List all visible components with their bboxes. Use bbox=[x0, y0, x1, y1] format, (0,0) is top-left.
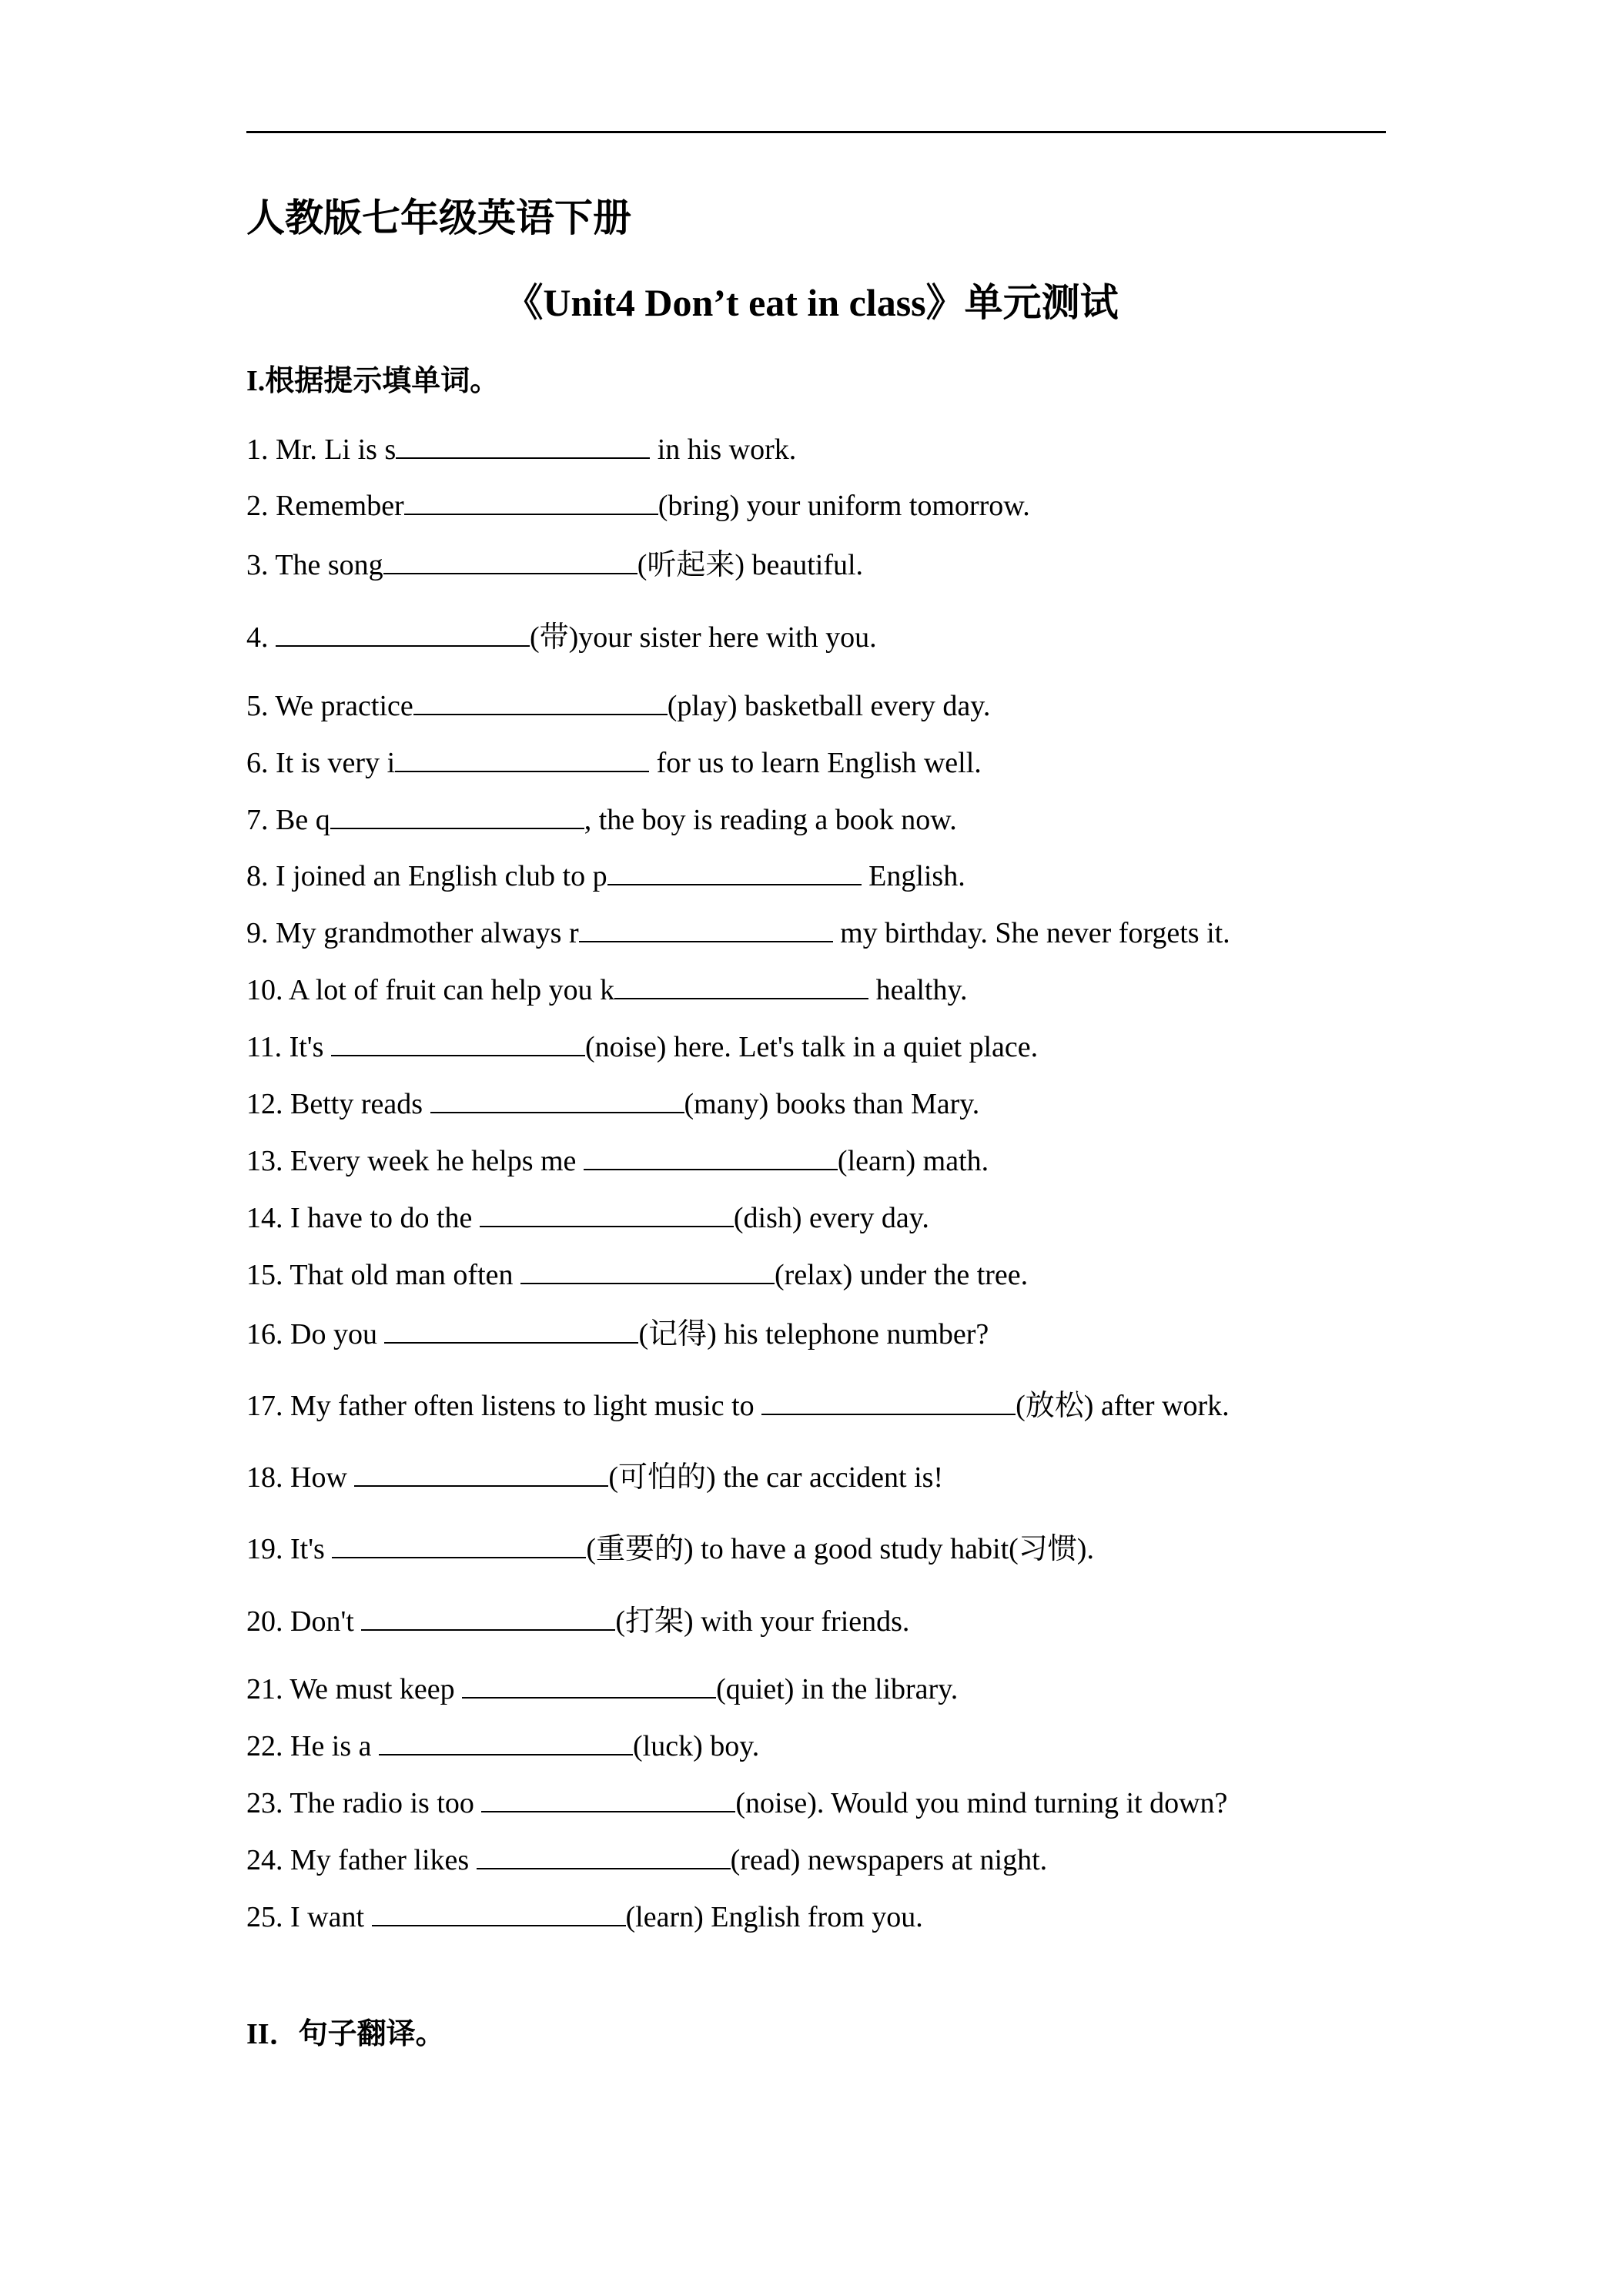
question-text-before: 1. Mr. Li is s bbox=[246, 433, 397, 466]
question-text-after: (quiet) in the library. bbox=[716, 1673, 959, 1705]
question-text-before: 23. The radio is too bbox=[246, 1787, 482, 1819]
question-25 bbox=[246, 1902, 923, 1932]
question-text-before: 2. Remember bbox=[246, 490, 404, 522]
question-text-before: 16. Do you bbox=[246, 1318, 385, 1350]
answer-blank[interactable] bbox=[462, 1674, 716, 1699]
answer-blank[interactable] bbox=[396, 434, 650, 459]
question-text-before: 10. A lot of fruit can help you k bbox=[246, 974, 615, 1006]
question-1 bbox=[246, 434, 796, 464]
question-text-before: 24. My father likes bbox=[246, 1844, 477, 1876]
question-text-before: 17. My father often listens to light music to bbox=[246, 1390, 762, 1422]
answer-blank[interactable] bbox=[481, 1788, 735, 1812]
question-text-before: 12. Betty reads bbox=[246, 1088, 430, 1120]
question-11 bbox=[246, 1032, 1038, 1062]
question-8 bbox=[246, 861, 965, 891]
question-text-before: 5. We practice bbox=[246, 690, 413, 722]
section-2-heading: II．句子翻译。 bbox=[246, 2018, 445, 2050]
question-text-after: (luck) boy. bbox=[633, 1730, 760, 1762]
question-text-before: 14. I have to do the bbox=[246, 1202, 480, 1234]
question-text-before: 13. Every week he helps me bbox=[246, 1145, 584, 1177]
question-text-after: my birthday. She never forgets it. bbox=[832, 917, 1230, 949]
question-text-after: English. bbox=[861, 860, 965, 892]
question-5 bbox=[246, 691, 990, 721]
question-16 bbox=[246, 1319, 989, 1349]
question-22 bbox=[246, 1731, 759, 1761]
question-9 bbox=[246, 918, 1230, 948]
question-text-after: (many) books than Mary. bbox=[684, 1088, 980, 1120]
question-10 bbox=[246, 975, 968, 1005]
answer-blank[interactable] bbox=[332, 1534, 586, 1558]
answer-blank[interactable] bbox=[579, 918, 833, 942]
question-text-before: 8. I joined an English club to p bbox=[246, 860, 607, 892]
header-rule bbox=[246, 131, 1386, 133]
question-4 bbox=[246, 622, 877, 652]
question-23 bbox=[246, 1788, 1227, 1818]
answer-blank[interactable] bbox=[413, 691, 668, 715]
question-text-after: (打架) with your friends. bbox=[615, 1605, 910, 1638]
question-text-after: , the boy is reading a book now. bbox=[584, 804, 957, 836]
answer-blank[interactable] bbox=[430, 1089, 684, 1113]
question-text-before: 19. It's bbox=[246, 1533, 333, 1565]
question-text-after: (带)your sister here with you. bbox=[530, 621, 877, 654]
question-text-after: (learn) English from you. bbox=[625, 1901, 923, 1933]
question-text-after: for us to learn English well. bbox=[649, 747, 982, 779]
question-text-before: 3. The song bbox=[246, 549, 383, 581]
question-text-after: (bring) your uniform tomorrow. bbox=[658, 490, 1030, 522]
question-text-before: 4. bbox=[246, 621, 276, 654]
question-2 bbox=[246, 490, 1030, 520]
question-text-before: 25. I want bbox=[246, 1901, 372, 1933]
answer-blank[interactable] bbox=[331, 1032, 585, 1056]
question-13 bbox=[246, 1146, 989, 1176]
question-text-before: 21. We must keep bbox=[246, 1673, 463, 1705]
question-text-before: 18. How bbox=[246, 1461, 355, 1494]
question-text-after: (noise) here. Let's talk in a quiet place. bbox=[584, 1031, 1039, 1063]
answer-blank[interactable] bbox=[614, 975, 868, 999]
question-text-after: (noise). Would you mind turning it down? bbox=[735, 1787, 1228, 1819]
question-12 bbox=[246, 1089, 979, 1119]
question-text-after: in his work. bbox=[650, 433, 797, 466]
question-text-after: (learn) math. bbox=[837, 1145, 989, 1177]
question-17 bbox=[246, 1391, 1230, 1421]
question-text-before: 22. He is a bbox=[246, 1730, 380, 1762]
answer-blank[interactable] bbox=[354, 1462, 608, 1487]
answer-blank[interactable] bbox=[404, 490, 658, 515]
answer-blank[interactable] bbox=[383, 550, 637, 574]
question-18 bbox=[246, 1462, 943, 1492]
question-text-after: (听起来) beautiful. bbox=[637, 549, 864, 581]
question-text-after: (可怕的) the car accident is! bbox=[608, 1461, 944, 1494]
answer-blank[interactable] bbox=[379, 1731, 633, 1755]
answer-blank[interactable] bbox=[384, 1319, 638, 1344]
section-1-heading: I.根据提示填单词。 bbox=[246, 365, 500, 397]
question-text-before: 15. That old man often bbox=[246, 1259, 521, 1291]
answer-blank[interactable] bbox=[584, 1146, 838, 1170]
question-6 bbox=[246, 748, 982, 778]
question-text-before: 6. It is very i bbox=[246, 747, 396, 779]
question-text-before: 7. Be q bbox=[246, 804, 330, 836]
question-text-after: (dish) every day. bbox=[733, 1202, 929, 1234]
answer-blank[interactable] bbox=[372, 1902, 626, 1926]
question-text-after: (relax) under the tree. bbox=[775, 1259, 1029, 1291]
question-text-after: (记得) his telephone number? bbox=[638, 1318, 989, 1350]
question-text-before: 20. Don't bbox=[246, 1605, 362, 1638]
question-19 bbox=[246, 1534, 1094, 1564]
answer-blank[interactable] bbox=[761, 1391, 1016, 1415]
question-text-after: (read) newspapers at night. bbox=[730, 1844, 1048, 1876]
answer-blank[interactable] bbox=[480, 1203, 734, 1227]
question-7 bbox=[246, 805, 957, 835]
answer-blank[interactable] bbox=[477, 1845, 731, 1869]
question-text-after: (放松) after work. bbox=[1016, 1390, 1230, 1422]
document-subtitle: 《Unit4 Don’t eat in class》单元测试 bbox=[504, 281, 1119, 324]
question-21 bbox=[246, 1674, 958, 1704]
question-text-before: 11. It's bbox=[246, 1031, 331, 1063]
question-3 bbox=[246, 550, 863, 580]
answer-blank[interactable] bbox=[520, 1260, 775, 1284]
question-text-after: (重要的) to have a good study habit(习惯). bbox=[586, 1533, 1094, 1565]
answer-blank[interactable] bbox=[276, 622, 530, 647]
answer-blank[interactable] bbox=[361, 1606, 615, 1631]
question-text-after: healthy. bbox=[868, 974, 968, 1006]
question-24 bbox=[246, 1845, 1047, 1875]
answer-blank[interactable] bbox=[607, 861, 862, 885]
question-14 bbox=[246, 1203, 929, 1233]
document-title: 人教版七年级英语下册 bbox=[246, 196, 631, 239]
question-15 bbox=[246, 1260, 1028, 1290]
answer-blank[interactable] bbox=[330, 805, 584, 829]
question-text-after: (play) basketball every day. bbox=[667, 690, 991, 722]
question-text-before: 9. My grandmother always r bbox=[246, 917, 579, 949]
question-20 bbox=[246, 1606, 909, 1636]
answer-blank[interactable] bbox=[395, 748, 649, 772]
